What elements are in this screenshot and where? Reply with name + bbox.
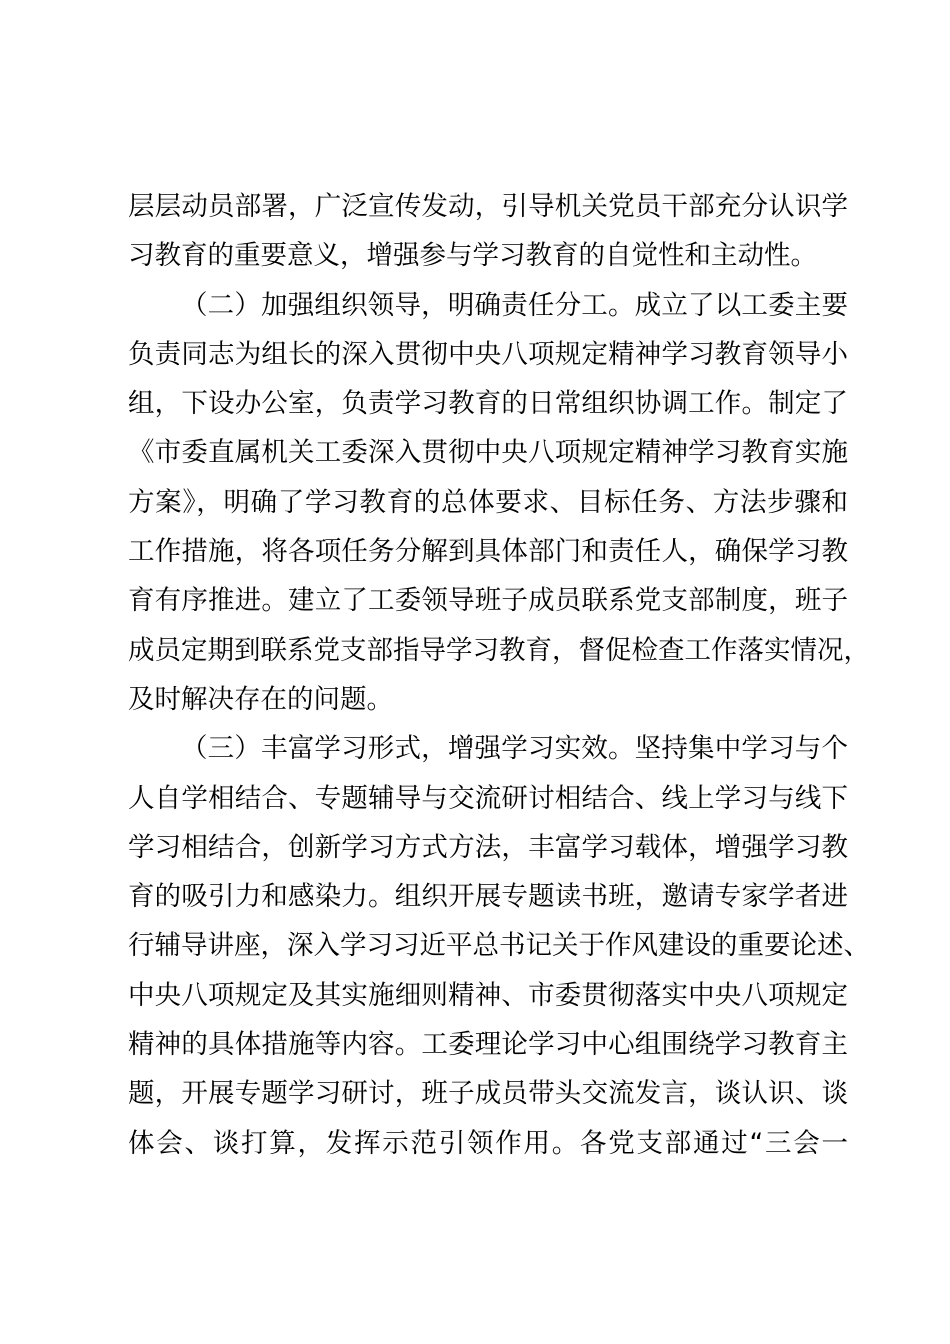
text-line: 行辅导讲座，深入学习习近平总书记关于作风建设的重要论述、 (128, 930, 870, 962)
text-line: 及时解决存在的问题。 (128, 683, 393, 715)
text-line: 人自学相结合、专题辅导与交流研讨相结合、线上学习与线下 (128, 782, 848, 814)
text-line: 育的吸引力和感染力。组织开展专题读书班，邀请专家学者进 (128, 881, 848, 913)
text-line: 《市委直属机关工委深入贯彻中央八项规定精神学习教育实施 (128, 437, 848, 469)
text-line: 精神的具体措施等内容。工委理论学习中心组围绕学习教育主 (128, 1029, 848, 1061)
text-line: 育有序推进。建立了工委领导班子成员联系党支部制度，班子 (128, 585, 848, 617)
text-line: 层层动员部署，广泛宣传发动，引导机关党员干部充分认识学 (128, 191, 848, 222)
section-heading-line: （二）加强组织领导，明确责任分工。成立了以工委主要 (181, 289, 848, 321)
text-line: 学习相结合，创新学习方式方法，丰富学习载体，增强学习教 (128, 831, 848, 863)
text-line: 中央八项规定及其实施细则精神、市委贯彻落实中央八项规定 (128, 979, 848, 1011)
text-line: 方案》，明确了学习教育的总体要求、目标任务、方法步骤和 (128, 486, 848, 518)
section-heading-line: （三）丰富学习形式，增强学习实效。坚持集中学习与个 (181, 733, 848, 765)
text-line: 组，下设办公室，负责学习教育的日常组织协调工作。制定了 (128, 388, 848, 420)
text-line: 体会、谈打算，发挥示范引领作用。各党支部通过“三会一 (128, 1127, 848, 1159)
text-line: 习教育的重要意义，增强参与学习教育的自觉性和主动性。 (128, 240, 817, 272)
text-line: 工作措施，将各项任务分解到具体部门和责任人，确保学习教 (128, 536, 848, 568)
text-line: 成员定期到联系党支部指导学习教育，督促检查工作落实情况， (128, 634, 870, 666)
text-line: 负责同志为组长的深入贯彻中央八项规定精神学习教育领导小 (128, 338, 848, 370)
document-body (128, 182, 870, 1168)
text-line: 题，开展专题学习研讨，班子成员带头交流发言，谈认识、谈 (128, 1078, 848, 1110)
